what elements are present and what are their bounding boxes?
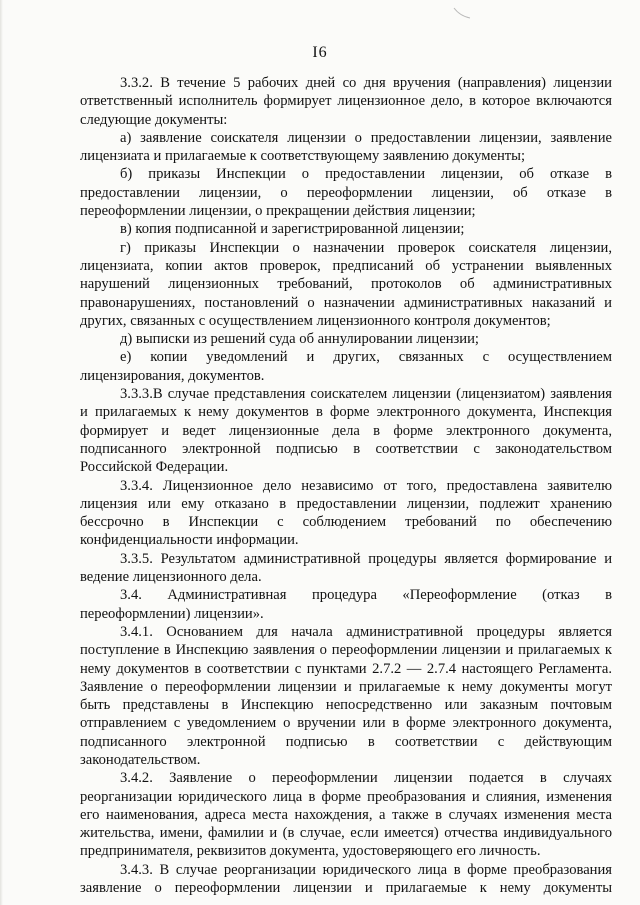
paragraph-3-3-3: 3.3.3.В случае представления соискателем лицензии (лицензиатом) заявления и прилагаемых к нему документов в форме электронного документа, Инспекция формирует и ведет лицензионные дела в форме электронного документа, подписанного электронной подписью в соответствии с законодательством Российской Федерации. — [80, 386, 612, 476]
list-item-v: в) копия подписанной и зарегистрированной лицензии; — [120, 221, 465, 238]
list-item-e: е) копии уведомлений и других, связанных с осуществлением лицензирования, документов. — [80, 349, 612, 384]
scan-edge-shadow — [0, 0, 3, 905]
paragraph-3-3-5: 3.3.5. Результатом административной процедуры является формирование и ведение лицензионного дела. — [80, 550, 612, 586]
paragraph-3-4-2: 3.4.2. Заявление о переоформлении лицензии подается в случаях реорганизации юридического лица в форме преобразования и слияния, изменения его наименования, адреса места нахождения, а также в случаях изменения места жительства, имени, фамилии и (в случае, если имеется) отчества индивидуального предпринимателя, реквизитов документа, удостоверяющего его личность. — [80, 770, 612, 860]
list-item-d: д) выписки из решений суда об аннулировании лицензии; — [120, 331, 479, 348]
paragraph-3-3-2: 3.3.2. В течение 5 рабочих дней со дня вручения (направления) лицензии ответственный исполнитель формирует лицензионное дело, в которое включаются следующие документы: — [80, 75, 612, 128]
paragraph-3-3-4: 3.3.4. Лицензионное дело независимо от того, предоставлена заявителю лицензия или ему отказано в предоставлении лицензии, подлежит хранению бессрочно в Инспекции с соблюдением требований по обеспечению конфиденциальности информации. — [80, 477, 612, 549]
scan-mark-icon — [452, 6, 472, 20]
section-heading-3-4: 3.4. Административная процедура «Переоформление (отказ в переоформлении) лицензии». — [80, 587, 612, 622]
paragraph-3-4-1: 3.4.1. Основанием для начала административной процедуры является поступление в Инспекцию заявления о переоформлении лицензии и прилагаемых к нему документов в соответствии с пунктами 2.7.2 — 2.7.4 настоящего Регламента. Заявление о переоформлении лицензии и прилагаемые к нему документы могут быть представлены в Инспекцию непосредственно или заказным почтовым отправлением с уведомлением о вручении или в форме электронного документа, подписанного электронной подписью в соответствии с действующим законодательством. — [80, 623, 612, 768]
list-item-b: б) приказы Инспекции о предоставлении лицензии, об отказе в предоставлении лицензии, о переоформлении лицензии, об отказе в переоформлении лицензии, о прекращении действия лицензии; — [80, 166, 612, 220]
document-body — [80, 74, 612, 897]
paragraph-3-4-3: 3.4.3. В случае реорганизации юридического лица в форме преобразования заявление о переоформлении лицензии и прилагаемые к нему документы — [80, 861, 612, 897]
list-item-g: г) приказы Инспекции о назначении проверок соискателя лицензии, лицензиата, копии актов проверок, предписаний об устранении выявленных нарушений лицензионных требований, протоколов об административных правонарушениях, постановлений о назначении административных наказаний и других, связанных с осуществлением лицензионного контроля документов; — [80, 239, 612, 329]
page-number: I6 — [312, 44, 328, 61]
list-item-a: а) заявление соискателя лицензии о предоставлении лицензии, заявление лицензиата и прилагаемые к соответствующему заявлению документы; — [80, 129, 612, 165]
